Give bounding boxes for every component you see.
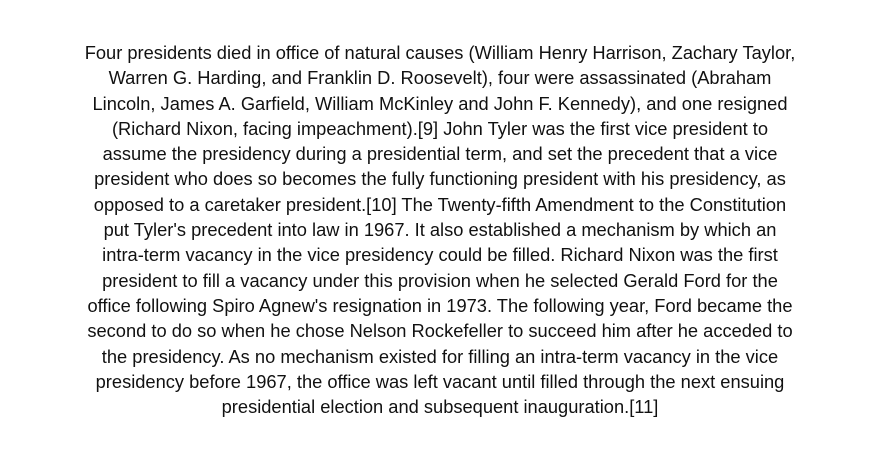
paragraph-line: opposed to a caretaker president.[10] The Twenty-fifth Amendment to the Constitution — [93, 193, 787, 215]
paragraph-line: (Richard Nixon, facing impeachment).[9] John Tyler was the first vice president to — [111, 117, 769, 139]
paragraph-line: assume the presidency during a presidential term, and set the precedent that a vice — [102, 143, 778, 165]
paragraph-line: second to do so when he chose Nelson Rockefeller to succeed him after he acceded to — [87, 320, 793, 342]
paragraph-line: presidency before 1967, the office was left vacant until filled through the next ensuing — [95, 370, 785, 392]
paragraph-line: intra-term vacancy in the vice presidency could be filled. Richard Nixon was the first — [102, 244, 778, 266]
paragraph-line: presidential election and subsequent inauguration.[11] — [221, 396, 659, 418]
paragraph-line: the presidency. As no mechanism existed for filling an intra-term vacancy in the vice — [101, 345, 779, 367]
body-paragraph — [60, 40, 820, 419]
paragraph-line: president to fill a vacancy under this provision when he selected Gerald Ford for the — [102, 269, 778, 291]
paragraph-line: president who does so becomes the fully functioning president with his presidency, as — [94, 168, 786, 190]
paragraph-line: Warren G. Harding, and Franklin D. Roosevelt), four were assassinated (Abraham — [108, 67, 772, 89]
paragraph-line: office following Spiro Agnew's resignation in 1973. The following year, Ford became the — [87, 294, 793, 316]
paragraph-line: Lincoln, James A. Garfield, William McKinley and John F. Kennedy), and one resigned — [92, 92, 788, 114]
paragraph-line: Four presidents died in office of natural causes (William Henry Harrison, Zachary Taylor, — [84, 42, 796, 63]
paragraph-line: put Tyler's precedent into law in 1967. It also established a mechanism by which an — [103, 219, 777, 241]
